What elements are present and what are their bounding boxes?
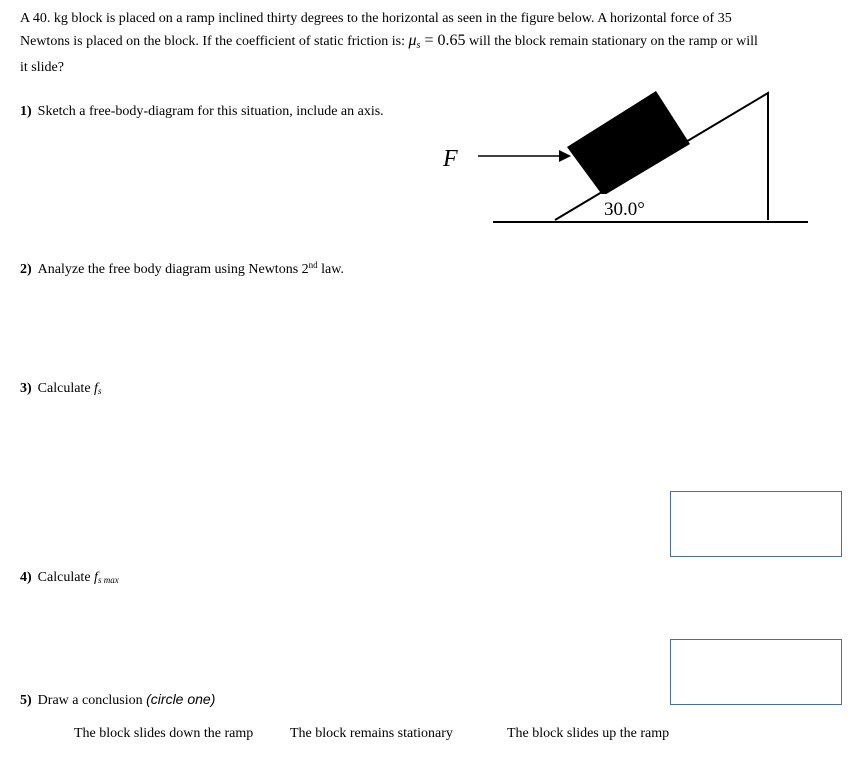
problem-statement bbox=[20, 8, 838, 79]
question-4-number: 4) bbox=[20, 570, 32, 585]
question-2-text: Analyze the free body diagram using Newtons 2 bbox=[37, 262, 309, 277]
question-1 bbox=[20, 104, 384, 120]
question-3-number: 3) bbox=[20, 381, 32, 396]
question-2-superscript: nd bbox=[308, 260, 318, 270]
question-3-text: Calculate bbox=[37, 381, 95, 396]
mu-value: = 0.65 bbox=[420, 32, 466, 49]
question-5 bbox=[20, 691, 215, 709]
problem-line-2 bbox=[20, 30, 838, 57]
problem-line-2-text: Newtons is placed on the block. If the coefficient of static friction is: bbox=[20, 34, 409, 49]
option-slides-down[interactable]: The block slides down the ramp bbox=[74, 726, 254, 741]
problem-line-2-end: will the block remain stationary on the ramp or will bbox=[465, 34, 758, 49]
question-3-subscript: s bbox=[97, 386, 102, 396]
question-4-text: Calculate bbox=[37, 570, 95, 585]
option-remains-stationary[interactable]: The block remains stationary bbox=[290, 726, 453, 741]
question-1-number: 1) bbox=[20, 104, 32, 119]
question-3 bbox=[20, 381, 101, 397]
option-slides-up[interactable]: The block slides up the ramp bbox=[507, 726, 670, 741]
question-3-symbol: f bbox=[94, 381, 98, 396]
question-4-subscript: s max bbox=[97, 575, 119, 585]
question-4-symbol: f bbox=[94, 570, 98, 585]
answer-box-static-friction[interactable] bbox=[670, 491, 842, 557]
question-5-number: 5) bbox=[20, 693, 32, 708]
mu-subscript: s bbox=[416, 40, 421, 51]
question-2-number: 2) bbox=[20, 262, 32, 277]
mu-symbol: μ bbox=[408, 32, 417, 49]
force-label: F bbox=[443, 146, 458, 172]
ramp-figure bbox=[440, 86, 812, 228]
block bbox=[567, 91, 690, 196]
question-5-text: Draw a conclusion bbox=[37, 693, 147, 708]
question-2 bbox=[20, 260, 344, 278]
force-arrowhead bbox=[559, 150, 571, 162]
question-1-text: Sketch a free-body-diagram for this situation, include an axis. bbox=[37, 104, 384, 119]
question-2-text-end: law. bbox=[317, 262, 344, 277]
question-5-parenthetical: (circle one) bbox=[146, 691, 216, 707]
problem-line-3: it slide? bbox=[20, 60, 64, 75]
angle-label: 30.0° bbox=[604, 199, 645, 220]
answer-box-max-static-friction[interactable] bbox=[670, 639, 842, 705]
problem-line-1: A 40. kg block is placed on a ramp inclined thirty degrees to the horizontal as seen in the figure below. A horizontal force of 35 bbox=[20, 11, 732, 26]
question-4 bbox=[20, 570, 119, 586]
